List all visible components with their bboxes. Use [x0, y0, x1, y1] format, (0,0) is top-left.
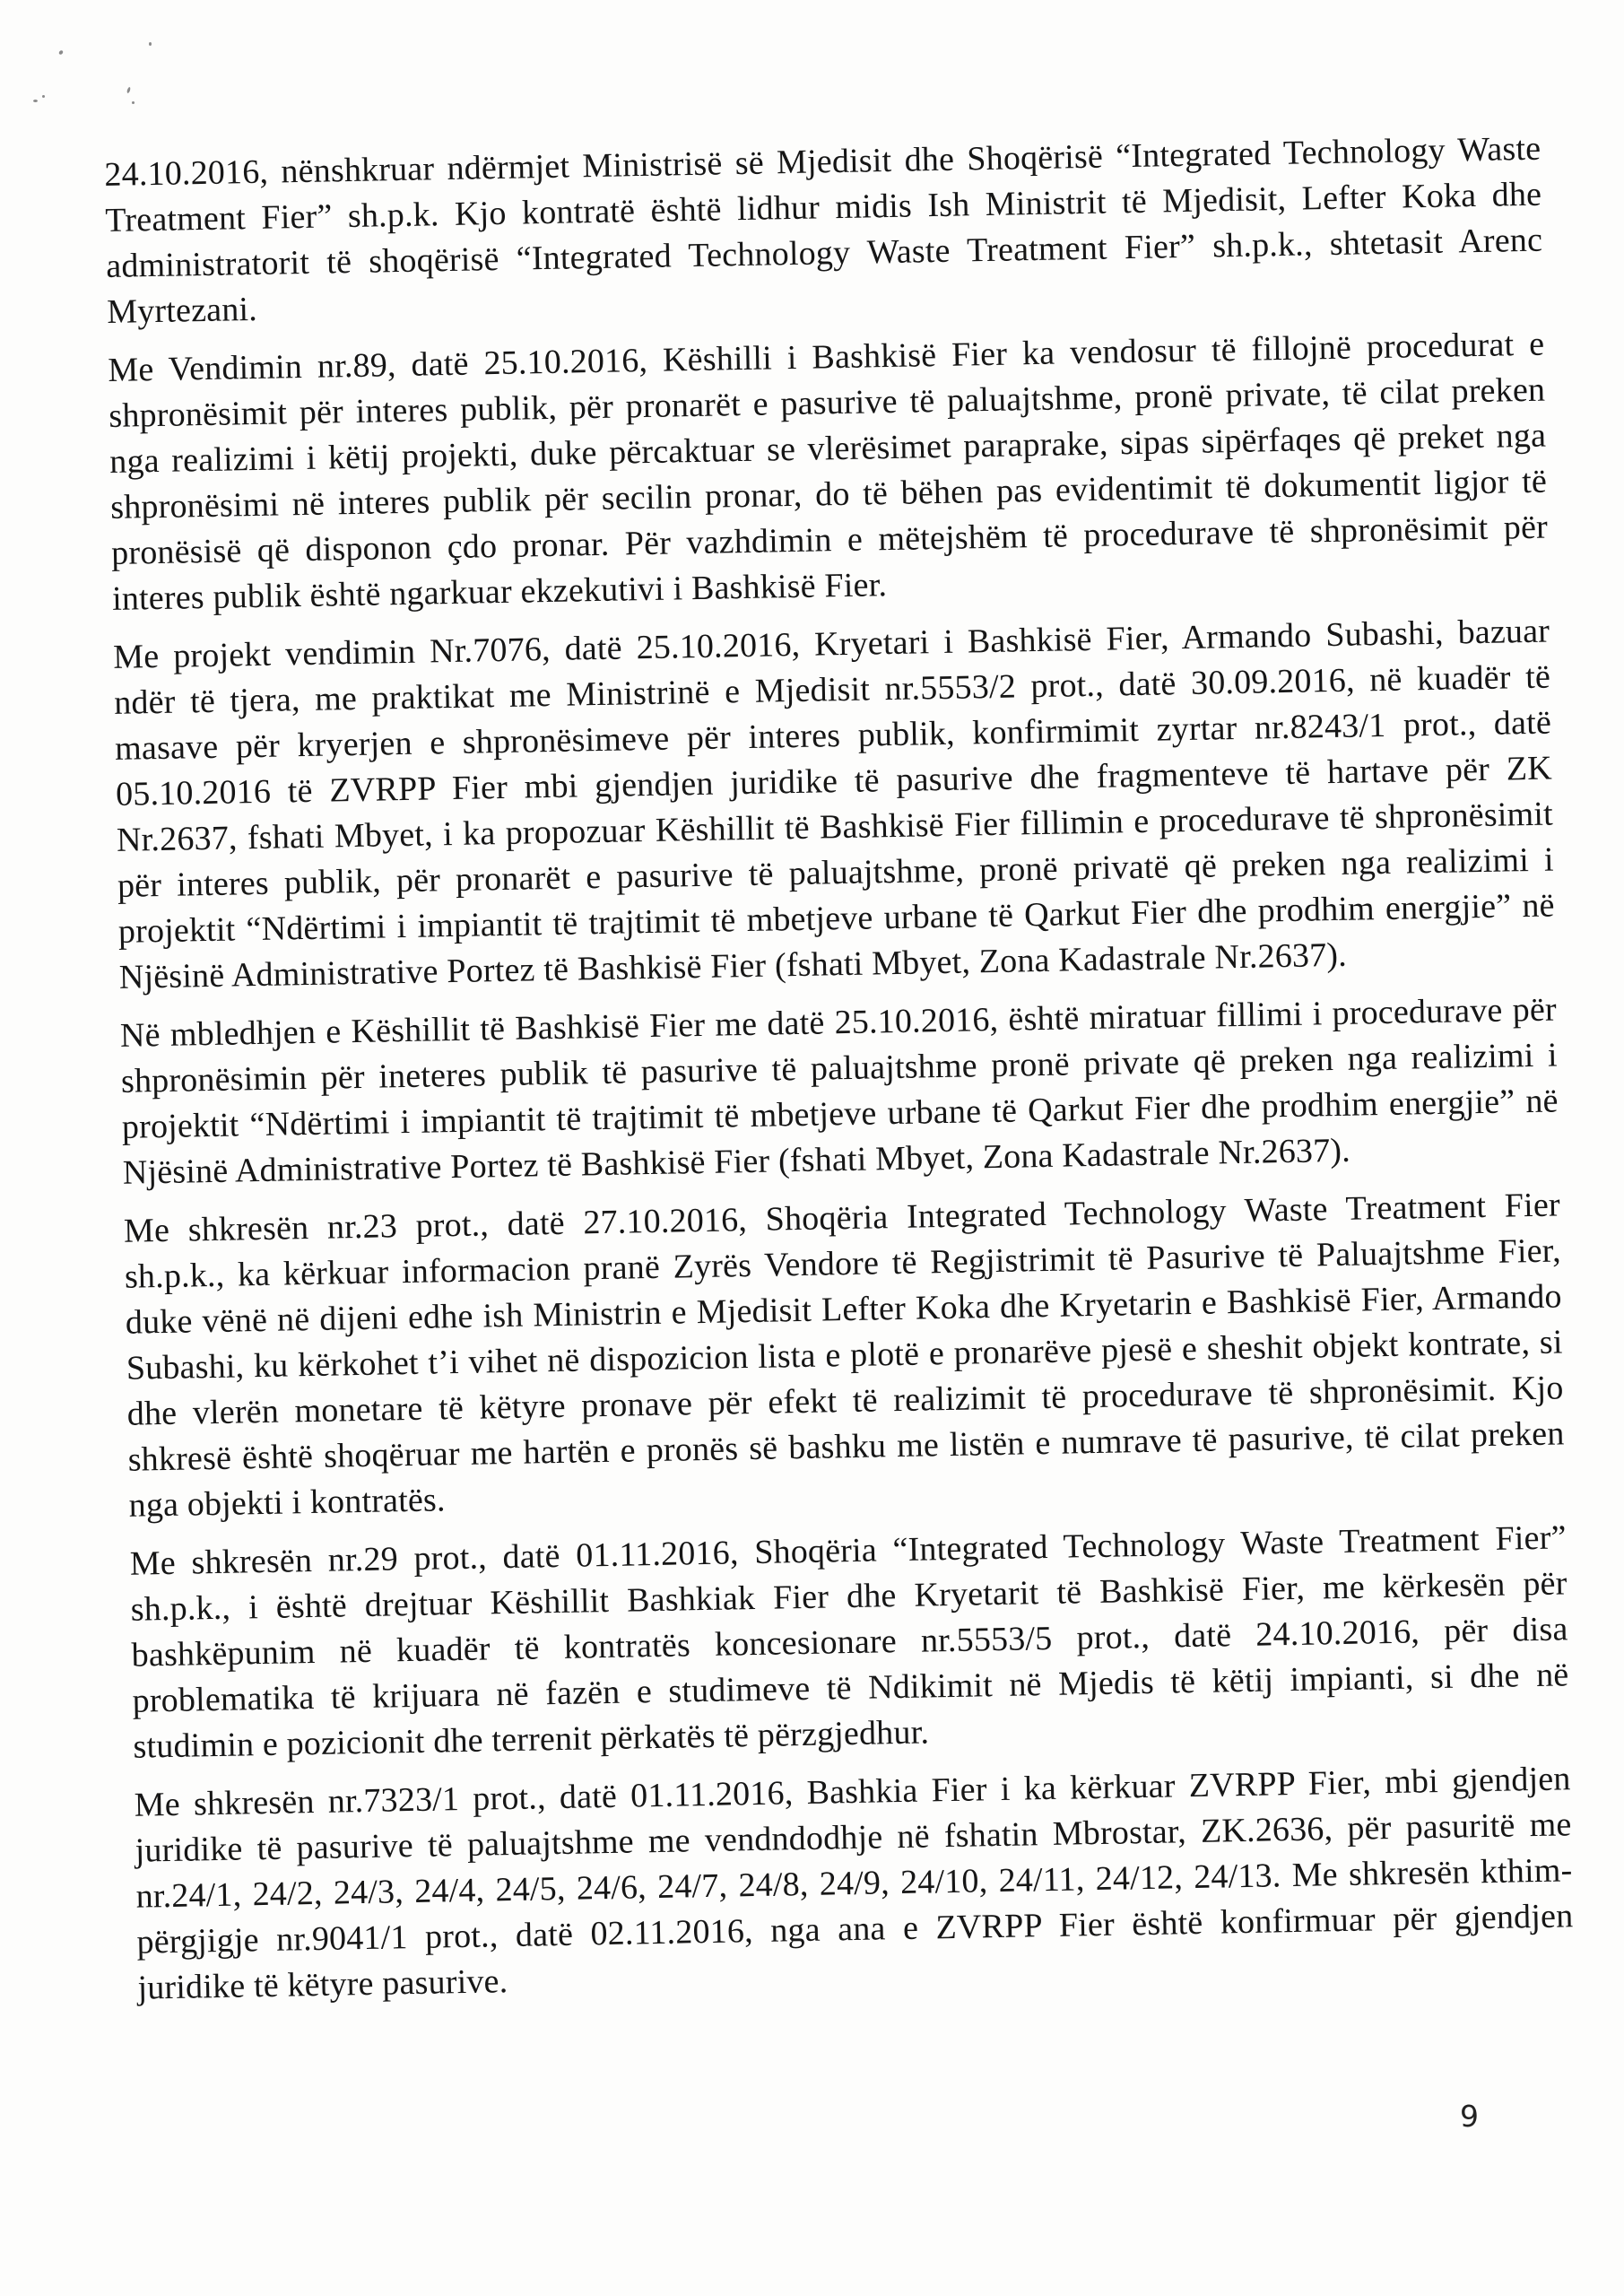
scan-speckle [132, 101, 135, 104]
scan-speckle [58, 49, 64, 55]
paragraph-4: Në mbledhjen e Këshillit të Bashkisë Fier me datë 25.10.2016, është miratuar fillimi i procedurave për shpronësimin për ineteres publik të pasurive të paluajtshme pronë private që preken nga realizimi i projektit “Ndërtimi i impiantit të trajtimit të mbetjeve urbane të Qarkut Fier dhe prodhim energjie” në Njësinë Administrative Portez të Bashkisë Fier (fshati Mbyet, Zona Kadastrale Nr.2637). [119, 990, 1559, 1192]
paragraph-2: Me Vendimin nr.89, datë 25.10.2016, Këshilli i Bashkisë Fier ka vendosur të fillojnë procedurat e shpronësimit për interes publik, për pronarët e pasurive të paluajtshme, pronë private, të cilat preken nga realizimi i këtij projekti, duke përcaktuar se vlerësimet paraprake, sipas sipërfaqes që preket nga shpronësimi në interes publik për secilin pronar, do të bëhen pas evidentimit të dokumentit ligjor të pronësisë që disponon çdo pronar. Për vazhdimin e mëtejshëm të procedurave të shpronësimit për interes publik është ngarkuar ekzekutivi i Bashkisë Fier. [108, 325, 1549, 618]
paragraph-1: 24.10.2016, nënshkruar ndërmjet Ministrisë së Mjedisit dhe Shoqërisë “Integrated Technology Waste Treatment Fier” sh.p.k. Kjo kontratë është lidhur midis Ish Ministrit të Mjedisit, Lefter Koka dhe administratorit të shoqërisë “Integrated Technology Waste Treatment Fier” sh.p.k., shtetasit Arenc Myrtezani. [104, 129, 1543, 331]
scan-speckle [149, 42, 152, 46]
paragraph-5: Me shkresën nr.23 prot., datë 27.10.2016, Shoqëria Integrated Technology Waste Treatment Fier sh.p.k., ka kërkuar informacion pranë Zyrës Vendore të Regjistrimit të Pasurive të Paluajtshme Fier, duke vënë në dijeni edhe ish Ministrin e Mjedisit Lefter Koka dhe Kryetarin e Bashkisë Fier, Armando Subashi, ku kërkohet t’i vihet në dispozicion lista e plotë e pronarëve pjesë e sheshit objekt kontrate, si dhe vlerën monetare të këtyre pronave për efekt të realizimit të procedurave të shpronësimit. Kjo shkresë është shoqëruar me hartën e pronës së bashku me listën e numrave të pasurive, të cilat preken nga objekti i kontratës. [123, 1186, 1565, 1525]
scan-speckle [33, 100, 38, 102]
paragraph-6: Me shkresën nr.29 prot., datë 01.11.2016, Shoqëria “Integrated Technology Waste Treatment Fier” sh.p.k., i është drejtuar Këshillit Bashkiak Fier dhe Kryetarit të Bashkisë Fier, me kërkesën për bashkëpunim në kuadër të kontratës koncesionare nr.5553/5 prot., datë 24.10.2016, për disa problematika të krijuara në fazën e studimeve të Ndikimit në Mjedis të këtij impianti, si dhe në studimin e pozicionit dhe terrenit përkatës të përzgjedhur. [129, 1518, 1569, 1766]
scan-speckle [126, 87, 131, 94]
scan-speckle [42, 95, 45, 98]
page-number: 9 [1460, 2099, 1479, 2134]
paragraph-3: Me projekt vendimin Nr.7076, datë 25.10.2016, Kryetari i Bashkisë Fier, Armando Subashi, bazuar ndër të tjera, me praktikat me Ministrinë e Mjedisit nr.5553/2 prot., datë 30.09.2016, në kuadër të masave për kryerjen e shpronësimeve për interes publik, konfirmimit zyrtar nr.8243/1 prot., datë 05.10.2016 të ZVRPP Fier mbi gjendjen juridike të pasurive dhe fragmenteve të hartave për ZK Nr.2637, fshati Mbyet, i ka propozuar Këshillit të Bashkisë Fier fillimin e procedurave të shpronësimit për interes publik, për pronarët e pasurive të paluajtshme, pronë privatë që preken nga realizimi i projektit “Ndërtimi i impiantit të trajtimit të mbetjeve urbane të Qarkut Fier dhe prodhim energjie” në Njësinë Administrative Portez të Bashkisë Fier (fshati Mbyet, Zona Kadastrale Nr.2637). [112, 612, 1556, 996]
document-body [104, 126, 1575, 2024]
paragraph-7: Me shkresën nr.7323/1 prot., datë 01.11.2016, Bashkia Fier i ka kërkuar ZVRPP Fier, mbi gjendjen juridike të pasurive të paluajtshme me vendndodhje në fshatin Mbrostar, ZK.2636, për pasuritë me nr.24/1, 24/2, 24/3, 24/4, 24/5, 24/6, 24/7, 24/8, 24/9, 24/10, 24/11, 24/12, 24/13. Me shkresën kthim-përgjigje nr.9041/1 prot., datë 02.11.2016, nga ana e ZVRPP Fier është konfirmuar për gjendjen juridike të këtyre pasurive. [134, 1760, 1574, 2007]
